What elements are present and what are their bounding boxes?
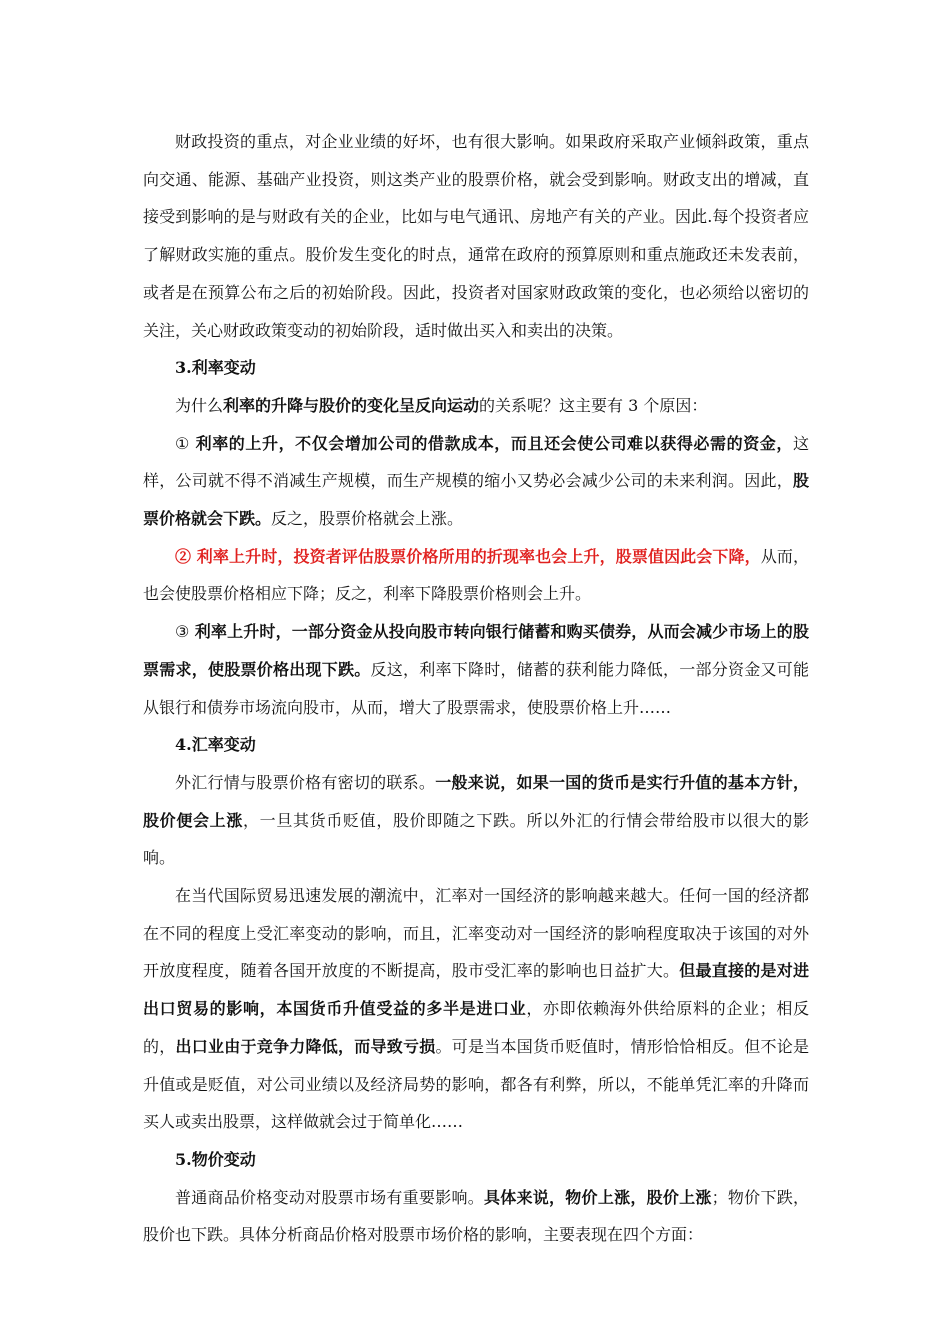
document-body bbox=[143, 123, 809, 1254]
paragraph-trade: 在当代国际贸易迅速发展的潮流中，汇率对一国经济的影响越来越大。任何一国的经济都在不同的程度上受汇率变动的影响，而且，汇率变动对一国经济的影响程度取决于该国的对外开放度程度，随着各国开放度的不断提高，股市受汇率的影响也日益扩大。但最直接的是对进出口贸易的影响，本国货币升值受益的多半是进口业，亦即依赖海外供给原料的企业；相反的，出口业由于竞争力降低，而导致亏损。可是当本国货币贬值时，情形恰恰相反。但不论是升值或是贬值，对公司业绩以及经济局势的影响，都各有利弊，所以，不能单凭汇率的升降而买人或卖出股票，这样做就会过于简单化…… bbox=[143, 886, 809, 1132]
paragraph-forex: 外汇行情与股票价格有密切的联系。一般来说，如果一国的货币是实行升值的基本方针，股价便会上涨，一旦其货币贬值，股价即随之下跌。所以外汇的行情会带给股市以很大的影响。 bbox=[143, 772, 809, 868]
heading-exchange-rate: 4.汇率变动 bbox=[175, 735, 256, 755]
paragraph-fiscal-investment: 财政投资的重点，对企业业绩的好坏，也有很大影响。如果政府采取产业倾斜政策，重点向交通、能源、基础产业投资，则这类产业的股票价格，就会受到影响。财政支出的增减，直接受到影响的是与财政有关的企业，比如与电气通讯、房地产有关的产业。因此.每个投资者应了解财政实施的重点。股价发生变化的时点，通常在政府的预算原则和重点施政还未发表前，或者是在预算公布之后的初始阶段。因此，投资者对国家财政政策的变化，也必须给以密切的关注，关心财政政策变动的初始阶段，适时做出买入和卖出的决策。 bbox=[143, 132, 809, 340]
heading-interest-rate: 3.利率变动 bbox=[175, 358, 256, 378]
paragraph-reason-2: ② 利率上升时，投资者评估股票价格所用的折现率也会上升，股票值因此会下降，从而，也会使股票价格相应下降；反之，利率下降股票价格则会上升。 bbox=[143, 546, 809, 604]
heading-price-change: 5.物价变动 bbox=[175, 1149, 256, 1169]
paragraph-reason-1: ① 利率的上升，不仅会增加公司的借款成本，而且还会使公司难以获得必需的资金，这样，公司就不得不消减生产规模，而生产规模的缩小又势必会减少公司的未来利润。因此，股票价格就会下跌。反之，股票价格就会上涨。 bbox=[143, 433, 809, 529]
paragraph-commodity-prices: 普通商品价格变动对股票市场有重要影响。具体来说，物价上涨，股价上涨；物价下跌，股价也下跌。具体分析商品价格对股票市场价格的影响，主要表现在四个方面： bbox=[143, 1187, 809, 1245]
paragraph-reason-3: ③ 利率上升时，一部分资金从投向股市转向银行储蓄和购买债券，从而会减少市场上的股票需求，使股票价格出现下跌。反这，利率下降时，储蓄的获利能力降低，一部分资金又可能从银行和债券市场流向股市，从而，增大了股票需求，使股票价格上升…… bbox=[143, 622, 809, 717]
paragraph-interest-intro: 为什么利率的升降与股价的变化呈反向运动的关系呢？这主要有 3 个原因： bbox=[175, 395, 708, 415]
